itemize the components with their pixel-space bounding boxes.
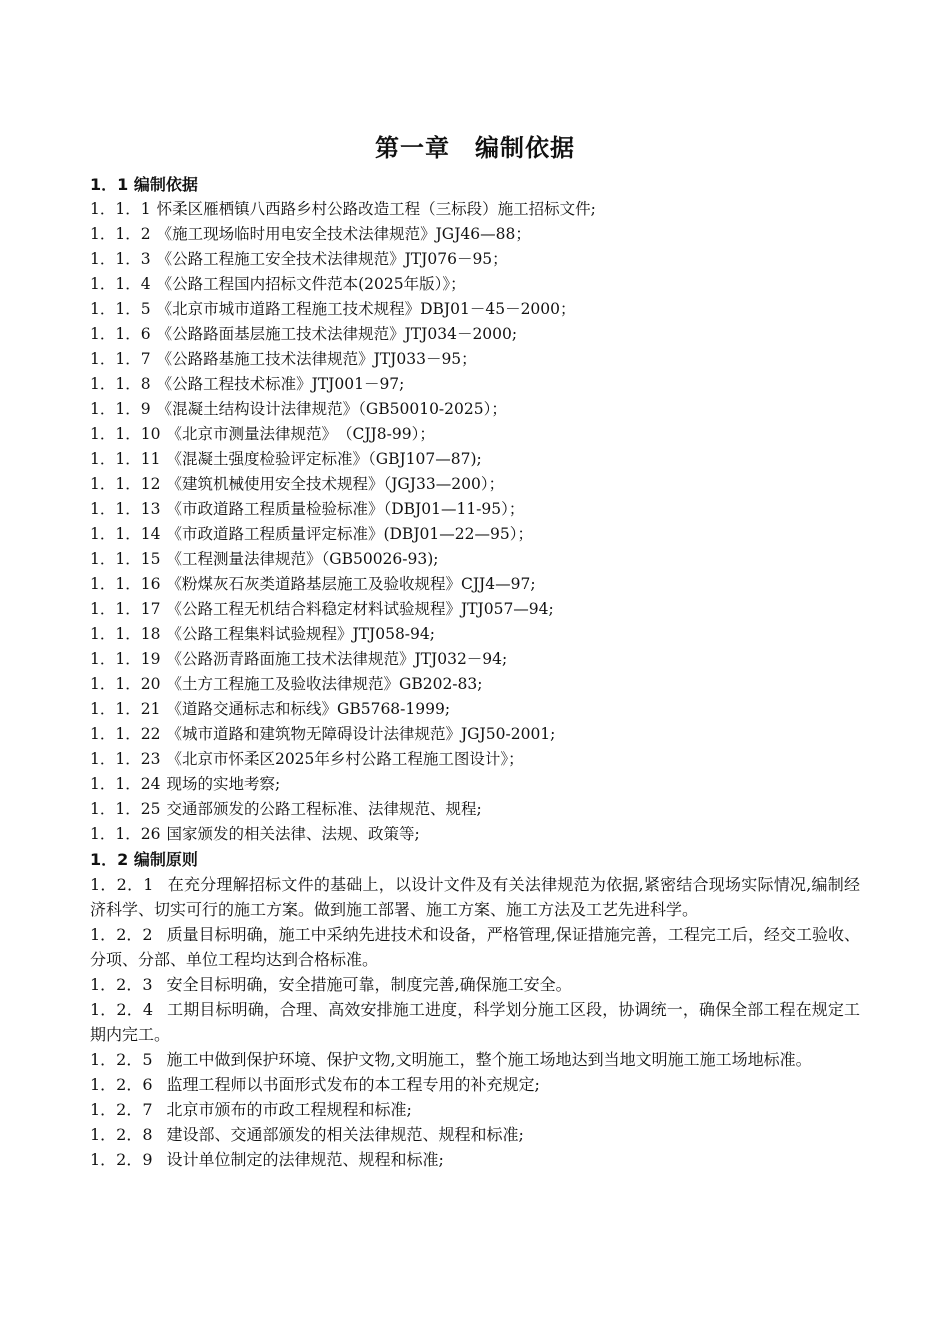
document-body [90,172,860,1172]
item-text: 安全目标明确，安全措施可靠，制度完善,确保施工安全。 [166,975,572,994]
item-text: 《公路工程施工安全技术法律规范》JTJ076－95； [156,250,508,268]
basis-item [90,647,860,672]
item-text: 《北京市城市道路工程施工技术规程》DBJ01－45－2000； [156,300,576,318]
item-number: 1．2．3 [90,975,153,994]
chapter-title: 第一章 编制依据 [375,134,575,162]
basis-item [90,297,860,322]
item-text: 《公路工程国内招标文件范本(2025年版）》； [156,275,466,293]
basis-item [90,372,860,397]
item-number: 1．1．7 [90,350,151,368]
item-text: 《公路沥青路面施工技术法律规范》JTJ032－94; [166,650,508,668]
item-number: 1．1．8 [90,375,151,393]
principle-item [90,1097,860,1122]
item-number: 1．1．16 [90,575,161,593]
item-number: 1．1．26 [90,825,161,843]
basis-item [90,572,860,597]
item-text: 质量目标明确，施工中采纳先进技术和设备，严格管理,保证措施完善，工程完工后，经交工验收、分项、分部、单位工程均达到合格标准。 [90,925,860,969]
principle-item [90,1047,860,1072]
item-number: 1．1．14 [90,525,161,543]
item-text: 《粉煤灰石灰类道路基层施工及验收规程》CJJ4—97; [166,575,536,593]
item-number: 1．2．7 [90,1100,153,1119]
item-number: 1．1．15 [90,550,161,568]
item-text: 《土方工程施工及验收法律规范》GB202-83; [166,675,483,693]
item-number: 1．2．4 [90,1000,154,1019]
basis-item [90,322,860,347]
item-number: 1．1．17 [90,600,161,618]
item-number: 1．2．5 [90,1050,153,1069]
basis-item [90,447,860,472]
principle-item [90,1147,860,1172]
item-number: 1．2．1 [90,875,154,894]
basis-item [90,597,860,622]
basis-item [90,747,860,772]
item-number: 1．1．12 [90,475,161,493]
basis-item [90,197,860,222]
item-text: 《北京市测量法律规范》 （CJJ8-99）； [166,425,435,443]
item-text: 《市政道路工程质量评定标准》(DBJ01—22—95）； [166,525,533,543]
item-number: 1．1．1 [90,200,151,218]
basis-item [90,522,860,547]
item-number: 1．2．9 [90,1150,153,1169]
item-text: 现场的实地考察; [166,775,281,793]
section-heading-basis: 1．1 编制依据 [90,175,198,194]
item-text: 施工中做到保护环境、保护文物,文明施工，整个施工场地达到当地文明施工施工场地标准。 [166,1050,812,1069]
basis-item [90,222,860,247]
item-text: 建设部、交通部颁发的相关法律规范、规程和标准; [166,1125,524,1144]
item-number: 1．1．9 [90,400,151,418]
section-heading-principles: 1．2 编制原则 [90,850,198,869]
item-number: 1．1．5 [90,300,151,318]
basis-item [90,347,860,372]
principle-item [90,997,860,1047]
basis-item [90,797,860,822]
basis-item [90,822,860,847]
item-text: 《工程测量法律规范》（GB50026-93); [166,550,439,568]
basis-item [90,422,860,447]
item-number: 1．1．23 [90,750,161,768]
item-number: 1．1．10 [90,425,161,443]
item-number: 1．1．4 [90,275,151,293]
principle-item [90,872,860,922]
principle-item [90,972,860,997]
basis-item [90,497,860,522]
item-number: 1．1．11 [90,450,161,468]
item-number: 1．2．6 [90,1075,153,1094]
principle-item [90,1122,860,1147]
item-text: 《公路工程无机结合料稳定材料试验规程》JTJ057—94; [166,600,554,618]
item-text: 《公路工程集料试验规程》JTJ058-94; [166,625,435,643]
item-text: 交通部颁发的公路工程标准、法律规范、规程; [166,800,482,818]
principle-item [90,922,860,972]
basis-item [90,772,860,797]
item-text: 《公路路面基层施工技术法律规范》JTJ034－2000; [156,325,518,343]
item-text: 《公路工程技术标准》JTJ001－97; [156,375,405,393]
item-number: 1．1．18 [90,625,161,643]
basis-item [90,272,860,297]
item-text: 《建筑机械使用安全技术规程》（JGJ33—200）； [166,475,505,493]
item-number: 1．2．2 [90,925,153,944]
item-text: 北京市颁布的市政工程规程和标准; [166,1100,412,1119]
basis-item [90,622,860,647]
item-number: 1．1．19 [90,650,161,668]
item-text: 《混凝土结构设计法律规范》（GB50010-2025）； [156,400,507,418]
item-text: 《混凝土强度检验评定标准》（GBJ107—87); [166,450,482,468]
item-number: 1．1．25 [90,800,161,818]
basis-item [90,672,860,697]
item-number: 1．1．2 [90,225,151,243]
item-number: 1．1．22 [90,725,161,743]
basis-item [90,247,860,272]
item-text: 《公路路基施工技术法律规范》JTJ033－95； [156,350,477,368]
item-text: 《道路交通标志和标线》GB5768-1999; [166,700,451,718]
item-number: 1．1．20 [90,675,161,693]
item-text: 工期目标明确，合理、高效安排施工进度，科学划分施工区段，协调统一，确保全部工程在规定工期内完工。 [90,1000,860,1044]
item-number: 1．1．6 [90,325,151,343]
basis-item [90,722,860,747]
item-number: 1．1．21 [90,700,161,718]
basis-item [90,472,860,497]
item-text: 《城市道路和建筑物无障碍设计法律规范》JGJ50-2001; [166,725,556,743]
item-text: 设计单位制定的法律规范、规程和标准; [166,1150,444,1169]
item-text: 《市政道路工程质量检验标准》（DBJ01—11-95）； [166,500,525,518]
item-number: 1．1．13 [90,500,161,518]
item-text: 监理工程师以书面形式发布的本工程专用的补充规定; [166,1075,540,1094]
item-number: 1．2．8 [90,1125,153,1144]
item-number: 1．1．3 [90,250,151,268]
item-number: 1．1．24 [90,775,161,793]
item-text: 国家颁发的相关法律、法规、政策等; [166,825,420,843]
item-text: 怀柔区雁栖镇八西路乡村公路改造工程（三标段）施工招标文件; [156,200,596,218]
basis-item [90,547,860,572]
item-text: 在充分理解招标文件的基础上，以设计文件及有关法律规范为依据,紧密结合现场实际情况,编制经济科学、切实可行的施工方案。做到施工部署、施工方案、施工方法及工艺先进科学。 [90,875,860,919]
basis-item [90,397,860,422]
basis-item [90,697,860,722]
item-text: 《北京市怀柔区2025年乡村公路工程施工图设计》； [166,750,524,768]
item-text: 《施工现场临时用电安全技术法律规范》JGJ46—88； [156,225,531,243]
principle-item [90,1072,860,1097]
